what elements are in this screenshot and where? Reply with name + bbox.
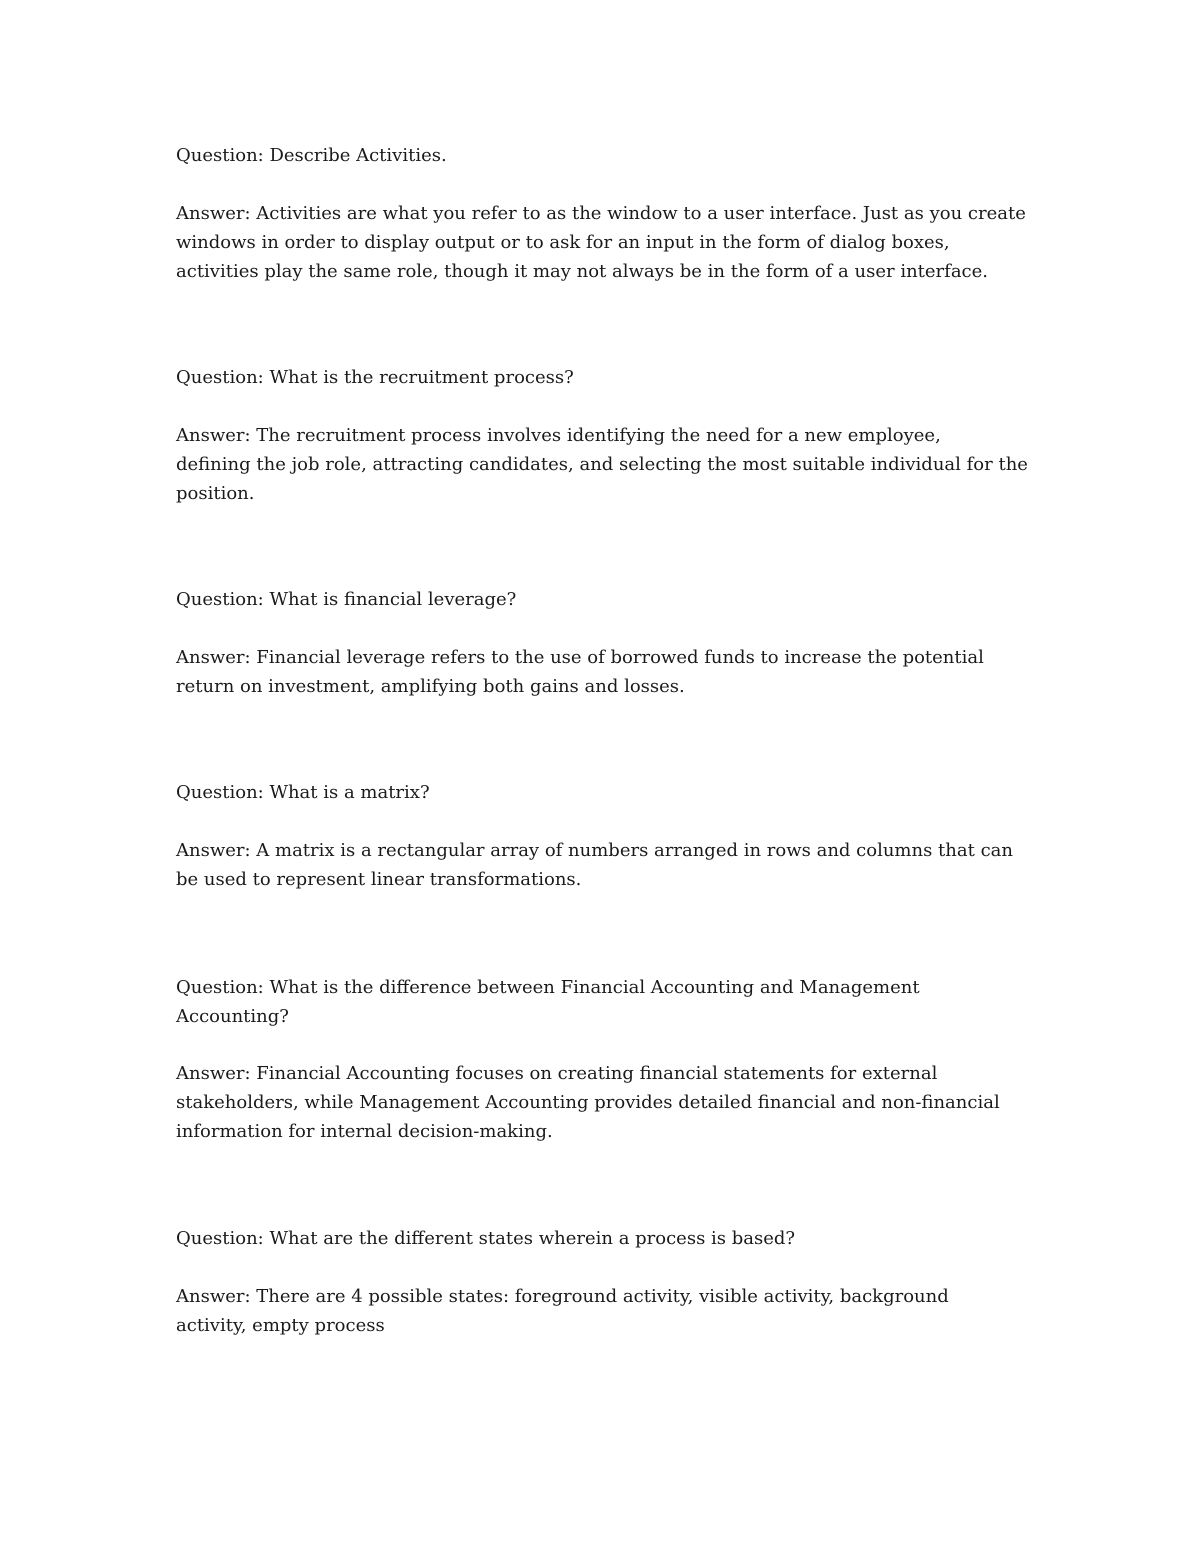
answer-4-line-2: be used to represent linear transformations.	[176, 869, 582, 890]
answer-3-line-2: return on investment, amplifying both gains and losses.	[176, 676, 685, 697]
question-5-line-1: Question: What is the difference between Financial Accounting and Management	[176, 977, 920, 998]
answer-5-line-1: Answer: Financial Accounting focuses on creating financial statements for external	[176, 1063, 938, 1084]
question-3-line-1: Question: What is financial leverage?	[176, 589, 517, 610]
answer-1-line-3: activities play the same role, though it may not always be in the form of a user interface.	[176, 261, 989, 282]
question-5-line-2: Accounting?	[176, 1006, 289, 1027]
question-2-line-1: Question: What is the recruitment process?	[176, 367, 574, 388]
answer-4-line-1: Answer: A matrix is a rectangular array of numbers arranged in rows and columns that can	[176, 840, 1013, 861]
answer-6-line-2: activity, empty process	[176, 1315, 385, 1336]
answer-2-line-3: position.	[176, 483, 255, 504]
answer-5-line-2: stakeholders, while Management Accounting provides detailed financial and non-financial	[176, 1092, 1000, 1113]
question-1-line-1: Question: Describe Activities.	[176, 145, 447, 166]
answer-2-line-1: Answer: The recruitment process involves identifying the need for a new employee,	[176, 425, 941, 446]
answer-6-line-1: Answer: There are 4 possible states: foreground activity, visible activity, background	[176, 1286, 949, 1307]
question-6-line-1: Question: What are the different states wherein a process is based?	[176, 1228, 796, 1249]
question-4-line-1: Question: What is a matrix?	[176, 782, 430, 803]
answer-1-line-2: windows in order to display output or to ask for an input in the form of dialog boxes,	[176, 232, 950, 253]
answer-1-line-1: Answer: Activities are what you refer to as the window to a user interface. Just as you create	[176, 203, 1026, 224]
answer-5-line-3: information for internal decision-making.	[176, 1121, 553, 1142]
answer-2-line-2: defining the job role, attracting candidates, and selecting the most suitable individual for the	[176, 454, 1028, 475]
answer-3-line-1: Answer: Financial leverage refers to the use of borrowed funds to increase the potential	[176, 647, 984, 668]
